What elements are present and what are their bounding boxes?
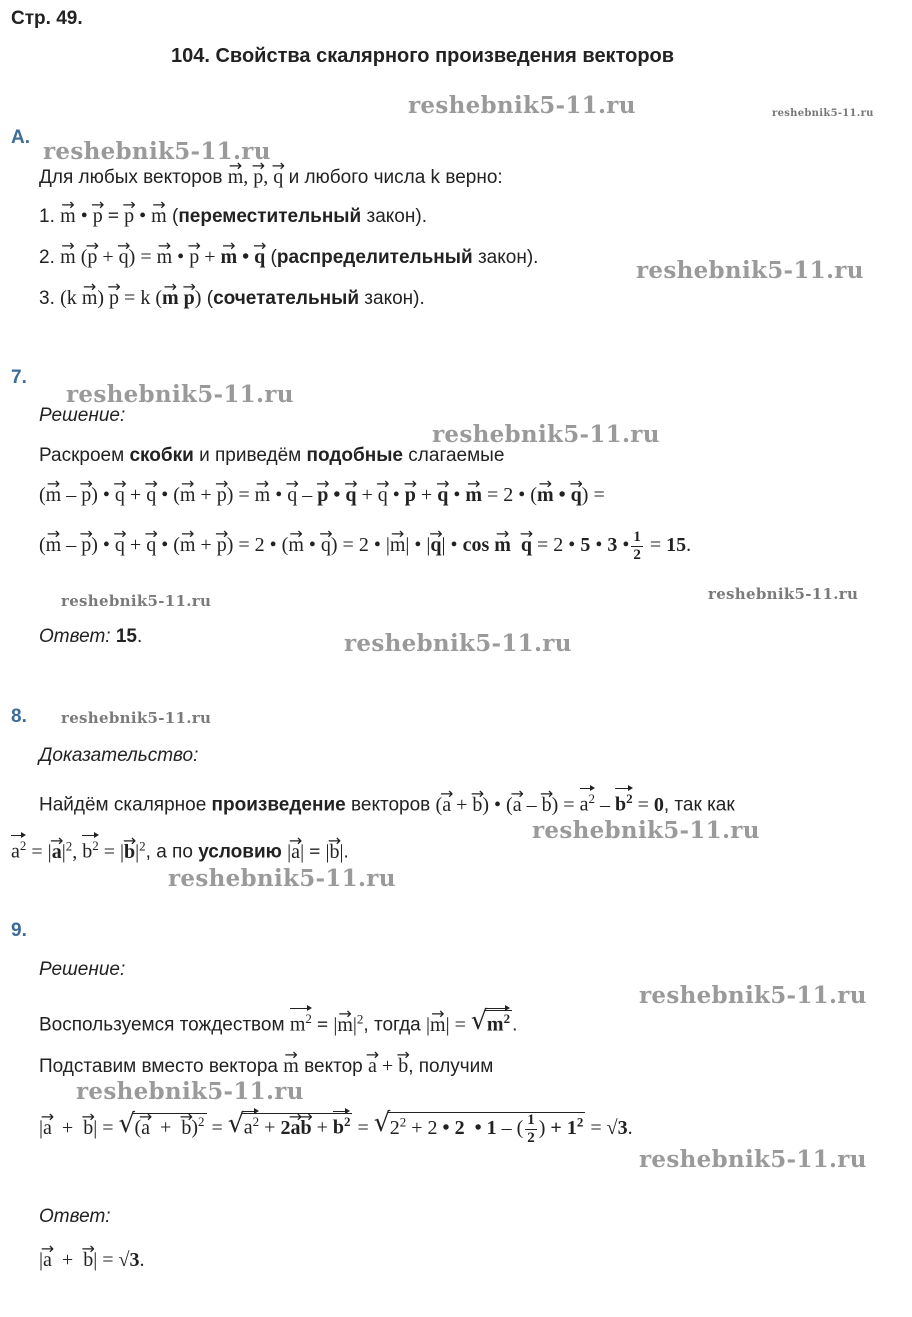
watermark: reshebnik5-11.ru xyxy=(408,92,636,119)
watermark: reshebnik5-11.ru xyxy=(636,257,864,284)
section-number: 7. xyxy=(11,367,27,388)
watermark: reshebnik5-11.ru xyxy=(168,865,396,892)
section-number: А. xyxy=(11,127,30,148)
answer-7: Ответ: 15. xyxy=(39,626,143,647)
section-number: 9. xyxy=(11,920,27,941)
page-label: Стр. 49. xyxy=(11,8,83,29)
page-title: 104. Свойства скалярного произведения векторов xyxy=(171,45,675,67)
law-2: 2. → m (→ p + → q) = → m • → p + → m • → q (распределительный закон). xyxy=(39,246,538,269)
watermark: reshebnik5-11.ru xyxy=(61,592,212,610)
solution-label: Решение: xyxy=(39,405,126,426)
section-9-text-1: Воспользуемся тождеством $m^2$ = |→ $m|^2$, тогда |→ m| = √ $m^2$ . xyxy=(39,1010,517,1037)
section-9-text-2: Подставим вместо вектора → m вектор → a + → b, получим xyxy=(39,1055,493,1078)
watermark: reshebnik5-11.ru xyxy=(772,108,874,119)
watermark: reshebnik5-11.ru xyxy=(708,585,859,603)
watermark: reshebnik5-11.ru xyxy=(432,421,660,448)
watermark: reshebnik5-11.ru xyxy=(639,1146,867,1173)
section-8-text-2: $a^2$ = |→ $a|^2$, $b^2$ = |→ $b|^2$, а по условию |→ a| = |→ b|. xyxy=(11,838,349,864)
watermark: reshebnik5-11.ru xyxy=(61,709,212,727)
law-1: 1. → m • → p = → p • → m (переместительный закон). xyxy=(39,205,427,228)
equation-9: |→ a + → b| = √ (→ a + → b)$^2$ = √ $a^2 + 2\to a\to b + b^2$ = √ $2^2 + 2$ • 2 • 1 – ( $\frac{1}{2}$ ) + $1^2 = √3$. xyxy=(39,1112,633,1146)
equation-7-line-1: (→ m – → p) • → q + → q • (→ m + → p) = → m • → q – → p • → q + → q • → p + → q • → m = 2 • (→ m • → q) = xyxy=(39,484,605,507)
proof-label: Доказательство: xyxy=(39,745,199,766)
solution-label: Решение: xyxy=(39,959,126,980)
equation-7-line-2: (→ m – → p) • → q + → q • (→ m + → p) = 2 • (→ m • → q) = 2 • |→ m| • |→ q| • cos → m → q = 2 • 5 • 3 • $\frac{1}{2}$ = 15. xyxy=(39,530,691,563)
section-7-text: Раскроем скобки и приведём подобные слагаемые xyxy=(39,445,505,466)
section-a-intro: Для любых векторов → m, → p, → q и любого числа k верно: xyxy=(39,166,503,189)
watermark: reshebnik5-11.ru xyxy=(76,1078,304,1105)
answer-label: Ответ: xyxy=(39,1206,111,1227)
answer-9: |→ a + → b| = √3. xyxy=(39,1249,144,1272)
section-number: 8. xyxy=(11,706,27,727)
watermark: reshebnik5-11.ru xyxy=(532,817,760,844)
section-8-text-1: Найдём скалярное произведение векторов (→ a + → b) • (→ a – → $b) = a^2 - b^2 = 0$, так как xyxy=(39,791,735,817)
law-3: 3. (k → m) → p = k (→ m → p) (сочетательный закон). xyxy=(39,287,425,310)
watermark: reshebnik5-11.ru xyxy=(43,138,271,165)
watermark: reshebnik5-11.ru xyxy=(639,982,867,1009)
watermark: reshebnik5-11.ru xyxy=(66,381,294,408)
watermark: reshebnik5-11.ru xyxy=(344,630,572,657)
